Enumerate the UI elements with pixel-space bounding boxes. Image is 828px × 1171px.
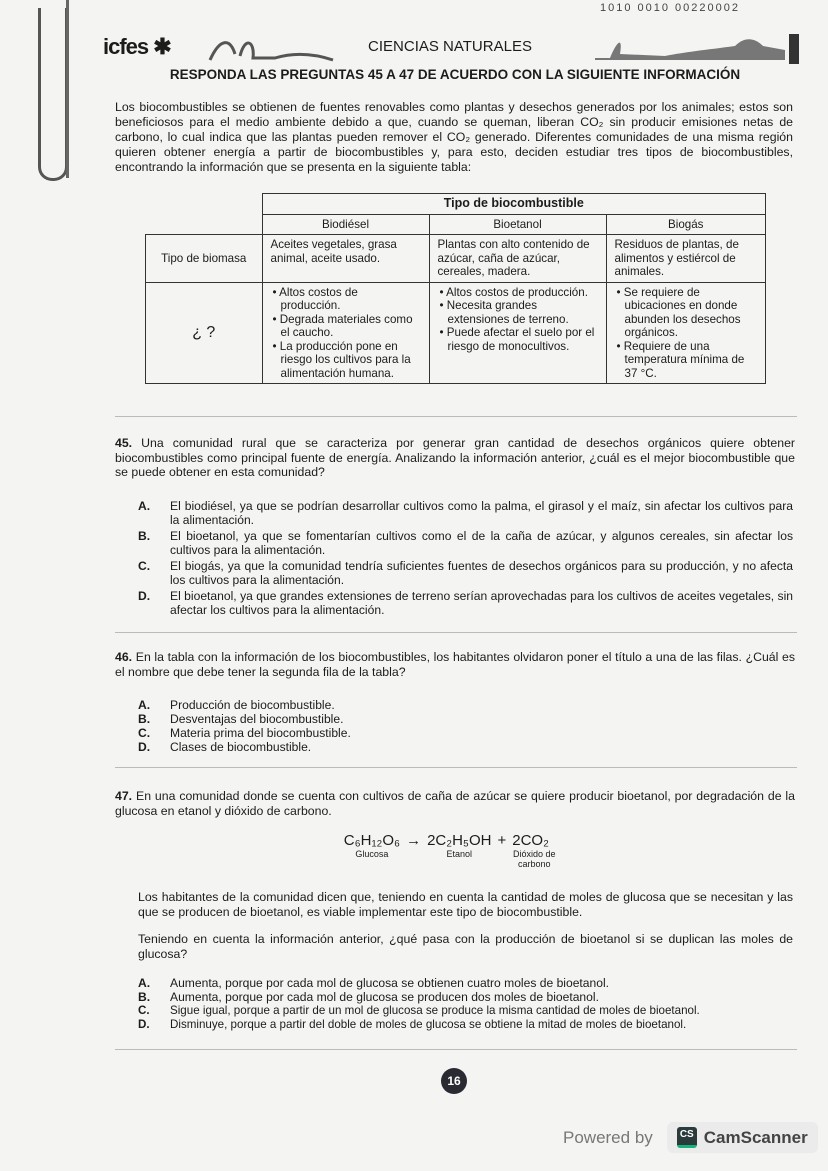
bullet-item: • Altos costos de producción. bbox=[438, 286, 598, 300]
context-paragraph: Los habitantes de la comunidad dicen que, teniendo en cuenta la cantidad de moles de glucosa que se necesitan y las que se producen de bioetanol, es viable implementar este tipo de biocombustible. bbox=[138, 890, 793, 919]
star-icon: ✱ bbox=[148, 34, 171, 59]
divider bbox=[115, 767, 797, 768]
option-c[interactable] bbox=[138, 1004, 793, 1018]
option-letter: B. bbox=[138, 990, 151, 1004]
option-d[interactable] bbox=[138, 1018, 793, 1032]
question-number: 45. bbox=[115, 436, 133, 450]
option-letter: B. bbox=[138, 529, 151, 543]
product-label: Etanol bbox=[446, 849, 473, 859]
intro-paragraph: Los biocombustibles se obtienen de fuentes renovables como plantas y desechos generados por los animales; estos son beneficiosos para el medio ambiente debido a que, cuando se queman, liberan CO₂ sin producir emisiones netas de carbono, lo cual indica que las plantas pueden remover el CO₂ generado. Diferentes comunidades de una misma región quieren obtener energía a partir de biocombustibles y, para esto, deciden estudiar tres tipos de biocombustibles, encontrando la información que se presenta en la siguiente tabla: bbox=[115, 100, 793, 174]
bullet-item: • Necesita grandes extensiones de terreno. bbox=[438, 299, 598, 326]
bullet-item: • Degrada materiales como el caucho. bbox=[271, 313, 421, 340]
option-d[interactable] bbox=[138, 589, 793, 617]
option-letter: C. bbox=[138, 559, 151, 573]
camscanner-watermark bbox=[563, 1122, 818, 1153]
option-b[interactable] bbox=[138, 990, 793, 1004]
option-text: Disminuye, porque a partir del doble de moles de glucosa se obtiene la mitad de moles de bioetanol. bbox=[170, 1018, 687, 1031]
table-cell bbox=[606, 282, 766, 384]
subject-title: CIENCIAS NATURALES bbox=[368, 38, 532, 55]
table-cell bbox=[429, 282, 606, 384]
row-label-missing: ¿ ? bbox=[146, 282, 263, 384]
column-header: Biodiésel bbox=[262, 214, 429, 235]
option-a[interactable] bbox=[138, 499, 793, 527]
question-prompt: Teniendo en cuenta la información anterior, ¿qué pasa con la producción de bioetanol si se duplican las moles de glucosa? bbox=[138, 932, 793, 961]
option-text: Clases de biocombustible. bbox=[170, 740, 312, 754]
arrow-icon: → bbox=[406, 832, 422, 849]
table-cell bbox=[262, 282, 429, 384]
table-corner bbox=[146, 194, 263, 215]
reactant-label: Glucosa bbox=[355, 849, 389, 859]
option-letter: A. bbox=[138, 698, 151, 712]
option-text: Sigue igual, porque a partir de un mol de glucosa se produce la misma cantidad de moles de bioetanol. bbox=[170, 1004, 700, 1017]
question-47 bbox=[115, 789, 795, 818]
product-ethanol: 2C₂H₅OH bbox=[427, 832, 492, 849]
product-co2: 2CO₂ bbox=[512, 832, 549, 849]
logo-text: icfes bbox=[103, 34, 149, 59]
table-row bbox=[146, 282, 766, 384]
camscanner-brand: CamScanner bbox=[703, 1127, 808, 1147]
question-text: En la tabla con la información de los biocombustibles, los habitantes olvidaron poner el título a una de las filas. ¿Cuál es el nombre que debe tener la segunda fila de la tabla? bbox=[115, 650, 795, 679]
plus-sign: + bbox=[497, 832, 507, 849]
option-text: El biodiésel, ya que se podrían desarrollar cultivos como la palma, el girasol y el maíz, sin afectar los cultivos para la alimentación. bbox=[170, 499, 793, 527]
biofuel-table bbox=[145, 193, 766, 384]
option-text: El bioetanol, ya que se fomentarían cultivos como el de la caña de azúcar, y algunos cereales, sin afectar los cultivos para la alimentación. bbox=[170, 529, 793, 557]
divider bbox=[115, 416, 797, 417]
table-cell: Plantas con alto contenido de azúcar, caña de azúcar, cereales, madera. bbox=[429, 235, 606, 283]
column-header: Bioetanol bbox=[429, 214, 606, 235]
option-b[interactable] bbox=[138, 712, 793, 726]
bullet-item: • Puede afectar el suelo por el riesgo de monocultivos. bbox=[438, 326, 598, 353]
option-c[interactable] bbox=[138, 559, 793, 587]
side-label bbox=[789, 34, 799, 64]
powered-by-text: Powered by bbox=[563, 1127, 653, 1147]
divider bbox=[115, 1049, 797, 1050]
instruction-heading: RESPONDA LAS PREGUNTAS 45 A 47 DE ACUERDO CON LA SIGUIENTE INFORMACIÓN bbox=[169, 67, 741, 82]
table-row bbox=[146, 235, 766, 283]
option-letter: A. bbox=[138, 976, 151, 990]
option-letter: C. bbox=[138, 1004, 150, 1017]
option-text: Materia prima del biocombustible. bbox=[170, 726, 351, 740]
binder-clip bbox=[38, 8, 68, 181]
option-letter: C. bbox=[138, 726, 151, 740]
table-cell: Aceites vegetales, grasa animal, aceite usado. bbox=[262, 235, 429, 283]
divider bbox=[115, 632, 797, 633]
reactant: C₆H₁₂O₆ bbox=[343, 832, 401, 849]
booklet-code: 1010 0010 00220002 bbox=[600, 2, 740, 14]
bullet-item: • Altos costos de producción. bbox=[271, 286, 421, 313]
table-corner bbox=[146, 214, 263, 235]
option-c[interactable] bbox=[138, 726, 793, 740]
product-label: Dióxido de carbono bbox=[512, 849, 556, 869]
bullet-item: • Se requiere de ubicaciones en donde abunden los desechos orgánicos. bbox=[615, 286, 758, 340]
option-text: Aumenta, porque por cada mol de glucosa se producen dos moles de bioetanol. bbox=[170, 990, 599, 1004]
option-letter: D. bbox=[138, 740, 151, 754]
row-label: Tipo de biomasa bbox=[146, 235, 263, 283]
wave-illustration-left bbox=[205, 36, 335, 62]
chemical-equation bbox=[330, 832, 570, 869]
option-letter: D. bbox=[138, 1018, 150, 1031]
table-cell: Residuos de plantas, de alimentos y estiércol de animales. bbox=[606, 235, 766, 283]
option-d[interactable] bbox=[138, 740, 793, 754]
question-46 bbox=[115, 650, 795, 679]
option-a[interactable] bbox=[138, 976, 793, 990]
column-header: Biogás bbox=[606, 214, 766, 235]
bullet-item: • Requiere de una temperatura mínima de 37 °C. bbox=[615, 340, 758, 381]
question-number: 47. bbox=[115, 789, 133, 803]
option-text: El bioetanol, ya que grandes extensiones de terreno serían aprovechadas para los cultivos de aceites vegetales, sin afectar los cultivos para la alimentación. bbox=[170, 589, 793, 617]
question-45 bbox=[115, 436, 795, 480]
page-number: 16 bbox=[441, 1068, 467, 1094]
option-a[interactable] bbox=[138, 698, 793, 712]
table-title: Tipo de biocombustible bbox=[262, 194, 766, 215]
option-text: Producción de biocombustible. bbox=[170, 698, 335, 712]
bullet-item: • La producción pone en riesgo los cultivos para la alimentación humana. bbox=[271, 340, 421, 381]
option-letter: B. bbox=[138, 712, 151, 726]
icfes-logo bbox=[103, 34, 171, 60]
landscape-illustration-right bbox=[595, 36, 795, 62]
option-text: Desventajas del biocombustible. bbox=[170, 712, 344, 726]
option-text: Aumenta, porque por cada mol de glucosa se obtienen cuatro moles de bioetanol. bbox=[170, 976, 610, 990]
question-text: En una comunidad donde se cuenta con cultivos de caña de azúcar se quiere producir bioetanol, por degradación de la glucosa en etanol y dióxido de carbono. bbox=[115, 789, 795, 818]
option-b[interactable] bbox=[138, 529, 793, 557]
camscanner-badge bbox=[667, 1122, 818, 1153]
option-text: El biogás, ya que la comunidad tendría suficientes fuentes de desechos orgánicos para su producción, y no afecta los cultivos para la alimentación. bbox=[170, 559, 793, 587]
camscanner-logo-icon: CS bbox=[677, 1127, 697, 1148]
option-letter: D. bbox=[138, 589, 151, 603]
binder-rod bbox=[66, 0, 69, 178]
question-number: 46. bbox=[115, 650, 133, 664]
option-letter: A. bbox=[138, 499, 151, 513]
question-text: Una comunidad rural que se caracteriza por generar gran cantidad de desechos orgánicos quiere obtener biocombustibles como principal fuente de energía. Analizando la información anterior, ¿cuál es el mejor biocombustible que se puede obtener en esta comunidad? bbox=[115, 436, 795, 479]
